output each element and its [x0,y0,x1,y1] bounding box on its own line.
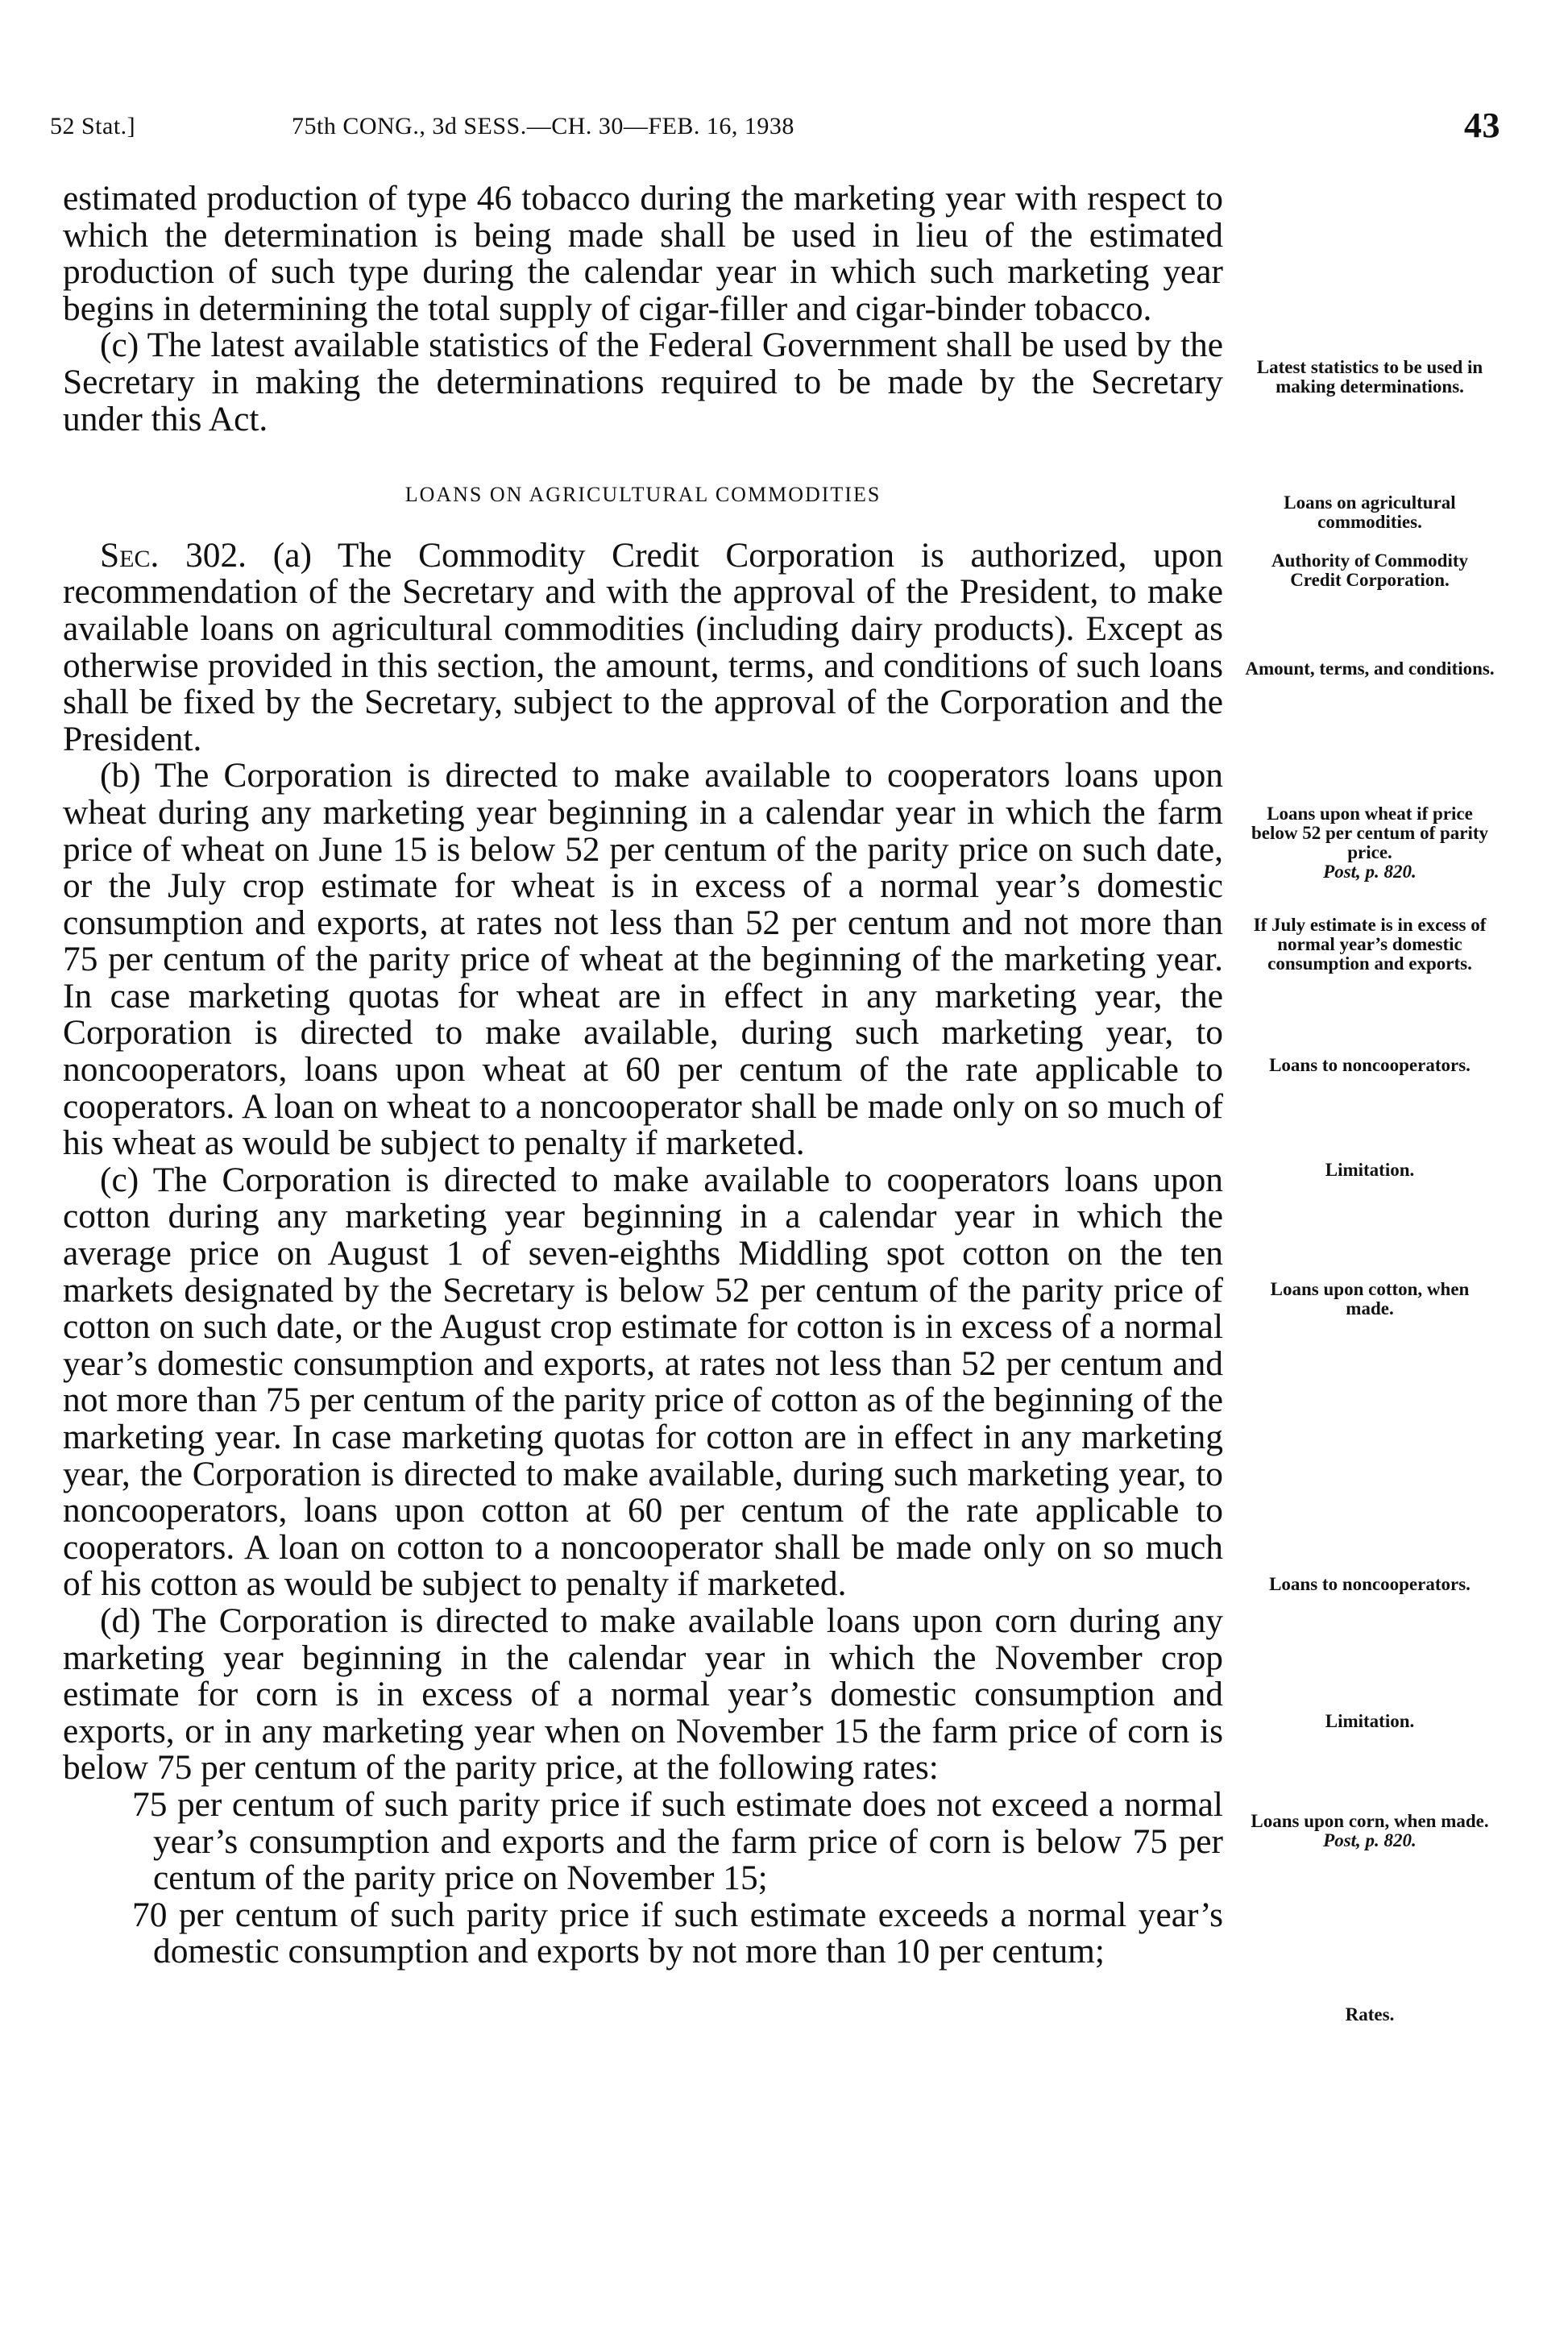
margin-note-amount-terms: Amount, terms, and conditions. [1245,658,1495,679]
session-chapter-date: 75th CONG., 3d SESS.—CH. 30—FEB. 16, 1938 [292,113,794,139]
margin-note-latest-statistics: Latest statistics to be used in making determinations. [1256,357,1483,397]
statute-body-text [63,181,1223,1971]
rate-item-75: 75 per centum of such parity price if such estimate does not exceed a normal year’s consumption and exports and the farm price of corn is below 75 per centum of the parity price on November 15; [132,1784,1223,1898]
margin-note-noncooperators-cotton: Loans to noncooperators. [1269,1574,1471,1594]
subsection-d-corn: (d) The Corporation is directed to make available loans upon corn during any marketing year beginning in the calendar year in which the November crop estimate for corn is in excess of a normal year’s domestic consumption and exports, or in any marketing year when on November 15 the farm price of corn is below 75 per centum of the parity price, at the following rates: [63,1601,1223,1788]
margin-note-loans-agricultural: Loans on agricultural commodities. [1284,492,1456,532]
page-number: 43 [1464,106,1500,145]
margin-note-rates: Rates. [1345,2004,1395,2025]
loans-corn-cross-reference: Post, p. 820. [1323,1830,1417,1850]
continued-paragraph: estimated production of type 46 tobacco during the marketing year with respect to which the determination is being made shall be used in lieu of the estimated production of such type during the calendar year in which such marketing year begins in determining the total supply of cigar-filler and cigar-binder tobacco. [63,179,1223,328]
margin-note-limitation-cotton: Limitation. [1325,1711,1415,1731]
margin-note-loans-wheat [1245,804,1495,882]
margin-note-loans-cotton: Loans upon cotton, when made. [1270,1279,1470,1319]
margin-note-july-estimate: If July estimate is in excess of normal year’s domestic consumption and exports. [1253,915,1487,974]
margin-note-limitation-wheat: Limitation. [1325,1160,1415,1180]
running-header [50,105,1500,153]
section-302-a-text: 302. (a) The Commodity Credit Corporation is authorized, upon recommendation of the Secretary and with the approval of the President, to make available loans on agricultural commodities (including dairy products). Except as otherwise provided in this section, the amount, terms, and conditions of such loans shall be fixed by the Secretary, subject to the approval of the Corporation and the President. [63,535,1223,758]
section-302-a [63,535,1223,758]
rate-item-70: 70 per centum of such parity price if such estimate exceeds a normal year’s domestic consumption and exports by not more than 10 per centum; [132,1895,1223,1971]
subsection-c-statistics: (c) The latest available statistics of the Federal Government shall be used by the Secretary in making the determinations required to be made by the Secretary under this Act. [63,326,1223,438]
subsection-c-cotton: (c) The Corporation is directed to make available to cooperators loans upon cotton during any marketing year beginning in a calendar year in which the average price on August 1 of seven-eighths Middling spot cotton on the ten markets designated by the Secretary is below 52 per centum of the parity price of cotton on such date, or the August crop estimate for cotton is in excess of a normal year’s domestic consumption and exports, at rates not less than 52 per centum and not more than 75 per centum of the parity price of cotton as of the beginning of the marketing year. In case marketing quotas for cotton are in effect in any marketing year, the Corporation is directed to make available, during such marketing year, to noncooperators, loans upon cotton at 60 per centum of the rate applicable to cooperators. A loan on cotton to a noncooperator shall be made only on so much of his cotton as would be subject to penalty if marketed. [63,1160,1223,1604]
subsection-b-wheat: (b) The Corporation is directed to make available to cooperators loans upon wheat during any marketing year beginning in a calendar year in which the farm price of wheat on June 15 is below 52 per centum of the parity price on such date, or the July crop estimate for wheat is in excess of a normal year’s domestic consumption and exports, at rates not less than 52 per centum and not more than 75 per centum of the parity price of wheat at the beginning of the marketing year. In case marketing quotas for wheat are in effect in any marketing year, the Corporation is directed to make available, during such marketing year, to noncooperators, loans upon wheat at 60 per centum of the rate applicable to cooperators. A loan on wheat to a noncooperator shall be made only on so much of his wheat as would be subject to penalty if marketed. [63,756,1223,1163]
margin-note-loans-corn [1245,1812,1495,1850]
loans-corn-text: Loans upon corn, when made. [1251,1811,1489,1831]
section-label: Sec. [100,535,160,575]
margin-note-noncooperators-wheat: Loans to noncooperators. [1269,1055,1471,1075]
section-heading: LOANS ON AGRICULTURAL COMMODITIES [404,483,881,507]
margin-note-authority-ccc: Authority of Commodity Credit Corporation. [1271,550,1469,590]
loans-wheat-cross-reference: Post, p. 820. [1323,862,1417,882]
loans-wheat-text: Loans upon wheat if price below 52 per centum of parity price. [1251,804,1489,862]
statute-volume-label: 52 Stat.] [50,113,136,139]
